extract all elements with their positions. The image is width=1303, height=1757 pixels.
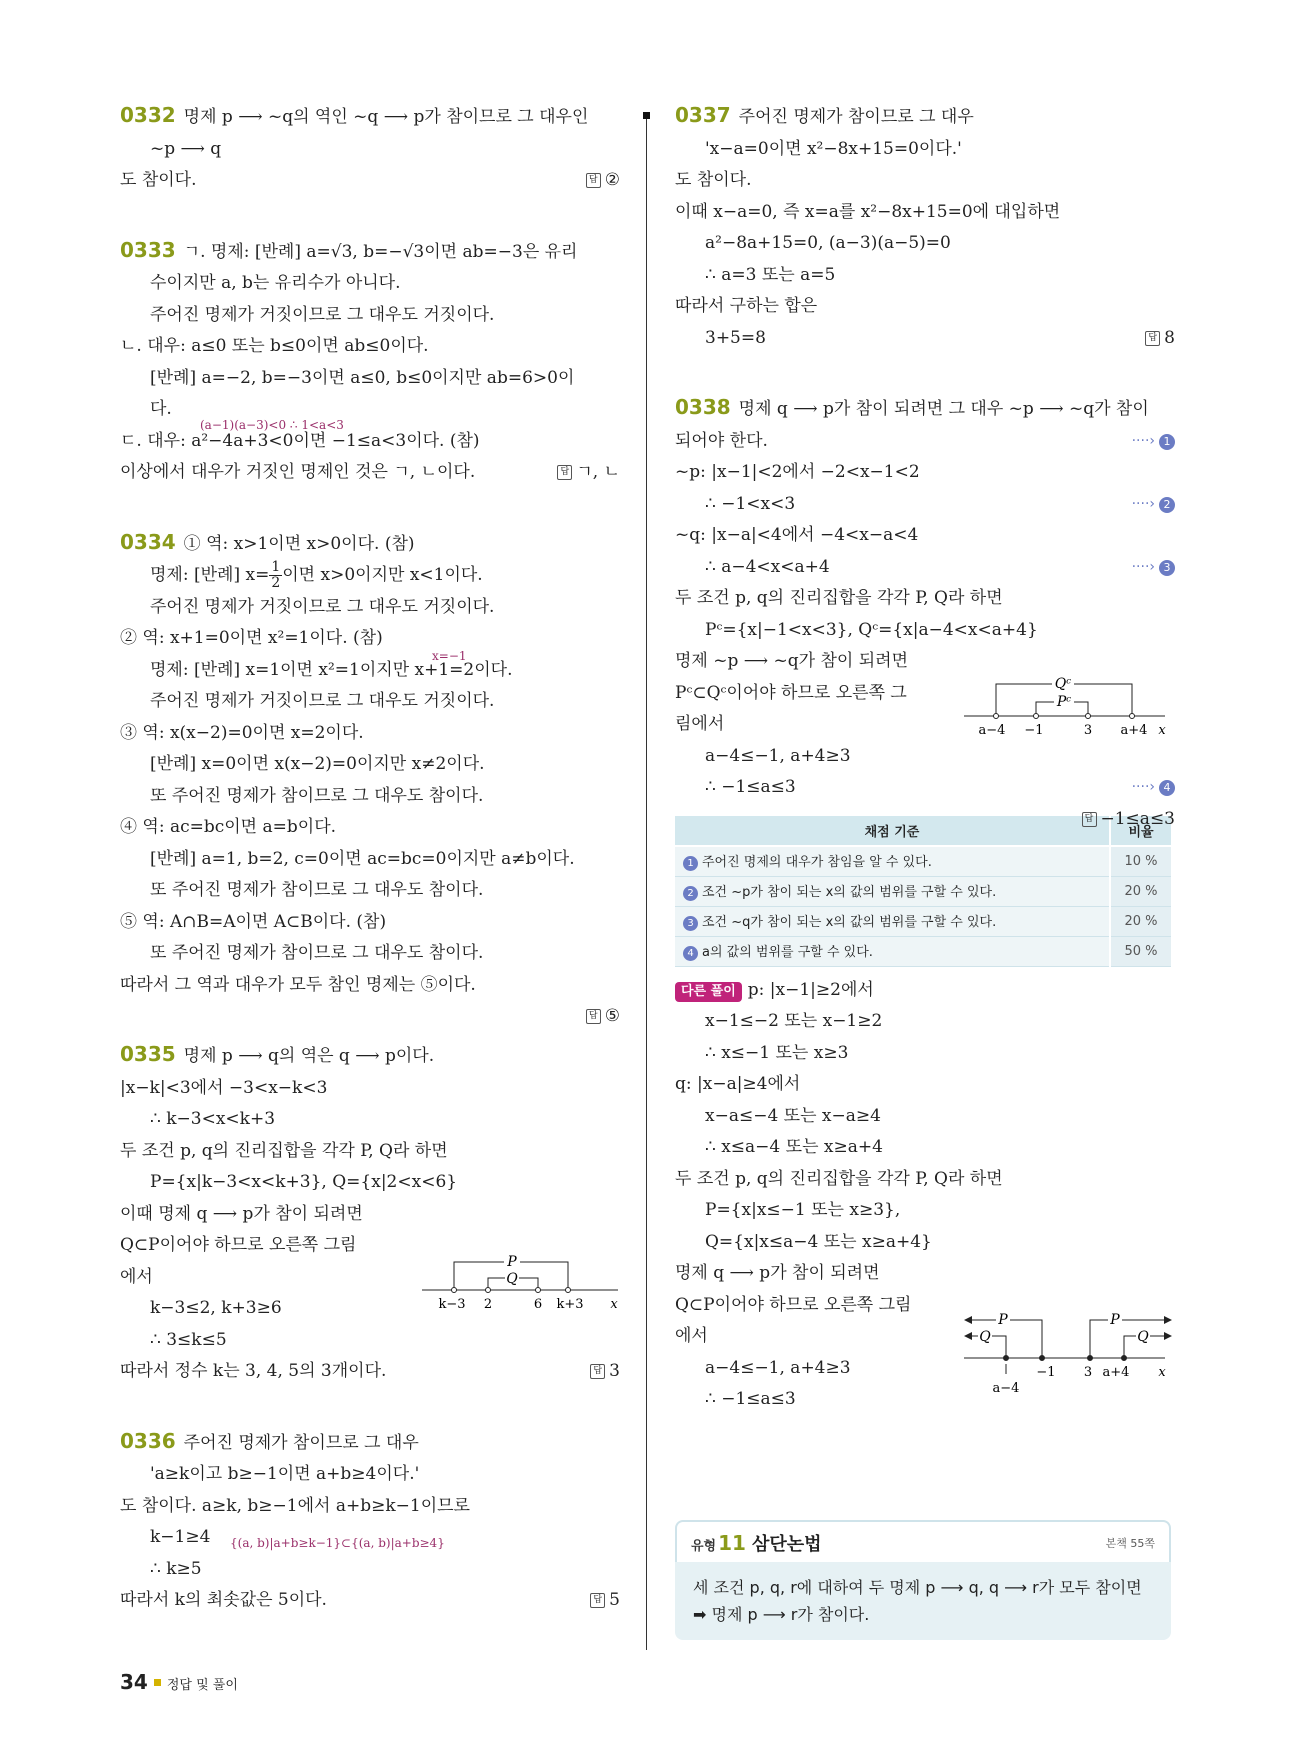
problem-number: 0338 [675,395,731,419]
line-text: k−1≥4 [150,1527,211,1547]
ratio-header: 비율 [1110,816,1171,846]
text-line [675,741,1175,773]
label-inner: Q [506,1271,518,1287]
type-tag: 유형 11 [691,1531,746,1555]
answer-value: ② [604,170,620,190]
line-text: ∴ x≤a−4 또는 x≥a+4 [705,1137,883,1157]
text-line [675,1195,1175,1227]
text-line [675,1069,1175,1101]
line-text: ∴ a−4<x<a+4 [705,556,830,577]
text-line [675,489,1175,521]
line-text: ③ 역: x(x−2)=0이면 x=2이다. [120,722,364,743]
criteria-cell [675,906,1110,936]
line-text: k−3≤2, k+3≥6 [150,1298,282,1318]
text-line [675,197,1175,229]
text-line [120,134,620,166]
line-text: 따라서 그 역과 대우가 모두 참인 명제는 ⑤이다. [120,974,476,995]
answer-mark [586,1001,620,1033]
line-text: 명제 q ⟶ p가 참이 되려면 그 대우 ~p ⟶ ~q가 참이 [738,399,1149,419]
text-line [120,1136,620,1168]
diagram-0335 [418,1248,628,1316]
line-text: 다. [150,399,172,419]
line-text: 이때 x−a=0, 즉 x=a를 x²−8x+15=0에 대입하면 [675,201,1061,222]
ratio-cell: 10 % [1110,846,1171,877]
line-text: 에서 [120,1266,153,1287]
ratio-cell: 50 % [1110,936,1171,966]
answer-mark [590,1585,620,1617]
line-text: 'a≥k이고 b≥−1이면 a+b≥4이다.' [150,1464,420,1484]
text-line [120,165,620,197]
step-number-icon: 3 [683,916,698,931]
answer-icon: 답 [586,1009,601,1024]
ratio-cell: 20 % [1110,906,1171,936]
criteria-cell [675,846,1110,877]
label-q-left: Q [979,1329,991,1345]
criteria-text: 조건 ~q가 참이 되는 x의 값의 범위를 구할 수 있다. [702,915,997,930]
section-gap [675,354,1175,392]
answer-mark [590,1356,620,1388]
text-line [120,781,620,813]
text-line [120,331,620,363]
text-line [120,1554,620,1586]
tick-0: a−4 [978,723,1006,738]
line-text: x−a≤−4 또는 x−a≥4 [705,1105,881,1126]
text-line [120,1073,620,1105]
type-reference: 본책 55쪽 [1105,1537,1155,1550]
line-text: ∴ a=3 또는 a=5 [705,264,836,285]
text-line [120,686,620,718]
line-text: Q⊂P이어야 하므로 오른쪽 그림 [120,1235,357,1255]
line-text: x−1≤−2 또는 x−1≥2 [705,1011,883,1031]
annotation-note: {(a, b)|a+b≥k−1}⊂{(a, b)|a+b≥4} [230,1536,445,1550]
text-line [120,749,620,781]
answer-value: ㄱ, ㄴ [576,462,620,482]
line-text: 이상에서 대우가 거짓인 명제인 것은 ㄱ, ㄴ이다. [120,462,476,482]
diagram-alt [960,1306,1175,1396]
alternative-badge: 다른 풀이 [675,982,742,1002]
tick-below: a−4 [992,1381,1020,1396]
text-line [675,457,1175,489]
line-text: 두 조건 p, q의 진리집합을 각각 P, Q라 하면 [675,1168,1003,1189]
line-text: 명제 p ⟶ q의 역은 q ⟶ p이다. [183,1046,435,1066]
line-text: 두 조건 p, q의 진리집합을 각각 P, Q라 하면 [120,1140,448,1161]
criteria-cell [675,936,1110,966]
axis-x: x [610,1297,618,1312]
line-text: 따라서 구하는 합은 [675,296,818,316]
text-line [675,552,1175,584]
line-text: 명제 q ⟶ p가 참이 되려면 [675,1263,880,1283]
line-text: 도 참이다. a≥k, b≥−1에서 a+b≥k−1이므로 [120,1495,470,1516]
answer-value: ⑤ [604,1006,620,1026]
text-line [120,1356,620,1388]
text-line [675,615,1175,647]
answer-icon: 답 [1145,331,1160,346]
step-number-icon: 1 [1159,434,1175,450]
answer-value: −1≤a≤3 [1100,808,1175,829]
type-line-1: 세 조건 p, q, r에 대하여 두 명제 p ⟶ q, q ⟶ r가 모두 참이면 [693,1578,1142,1597]
criteria-text: 주어진 명제의 대우가 참임을 알 수 있다. [702,855,932,870]
tick-0: −1 [1036,1365,1056,1380]
line-text: ~p: |x−1|<2에서 −2<x−1<2 [675,462,920,482]
text-line [675,1227,1175,1259]
problem-0337 [675,100,1175,134]
footer-square-icon [154,1679,161,1686]
answer-value: 8 [1164,327,1175,348]
step-number-icon: 2 [683,886,698,901]
answer-mark [586,165,620,197]
problem-0332 [120,100,620,134]
line-text: ~q: |x−a|<4에서 −4<x−a<4 [675,525,919,545]
line-text: ~p ⟶ q [150,138,222,159]
text-line [120,300,620,332]
answer-value: 3 [609,1361,620,1381]
line-text: ② 역: x+1=0이면 x²=1이다. (참) [120,628,383,648]
column-divider [646,115,647,1650]
problem-0338 [675,392,1175,426]
line-text: 두 조건 p, q의 진리집합을 각각 P, Q라 하면 [675,588,1003,608]
tick-2: a+4 [1102,1365,1130,1380]
divider-marker [643,112,650,119]
step-number-icon: 1 [683,856,698,871]
tick-3: a+4 [1120,723,1148,738]
line-text: 명제 p ⟶ ~q의 역인 ~q ⟶ p가 참이므로 그 대우인 [183,107,589,127]
answer-mark [557,457,620,489]
answer-icon: 답 [590,1364,605,1379]
label-outer: Qᶜ [1054,676,1072,692]
answer-icon: 답 [557,465,572,480]
line-text: 따라서 k의 최솟값은 5이다. [120,1590,327,1610]
line-text: ∴ −1≤a≤3 [705,777,796,797]
section-gap [120,1001,620,1039]
type-line-2: ➡ 명제 p ⟶ r가 참이다. [693,1605,870,1624]
line-text: 주어진 명제가 참이므로 그 대우 [738,107,974,127]
line-text: Q⊂P이어야 하므로 오른쪽 그림 [675,1294,912,1315]
line-text: 되어야 한다. [675,430,768,451]
fraction-denominator: 2 [271,575,281,591]
text-line [120,938,620,970]
criteria-text: a의 값의 범위를 구할 수 있다. [702,945,873,960]
line-text: 명제: [반례] x= [150,565,270,585]
line-text: ∴ −1<x<3 [705,493,796,514]
tick-1: 3 [1083,1365,1093,1380]
line-text: ∴ x≤−1 또는 x≥3 [705,1042,849,1063]
text-line [120,844,620,876]
label-outer: P [507,1254,517,1270]
line-text: 주어진 명제가 거짓이므로 그 대우도 거짓이다. [150,596,495,617]
line-text: ⑤ 역: A∩B=A이면 A⊂B이다. (참) [120,911,387,932]
line-text: ㄱ. 명제: [반례] a=√3, b=−√3이면 ab=−3은 유리 [183,241,578,262]
line-text: q: |x−a|≥4에서 [675,1074,801,1094]
problem-number: 0333 [120,237,176,262]
table-row [675,906,1171,936]
tick-2: 3 [1083,723,1093,738]
line-text-after: 이면 x>0이지만 x<1이다. [282,565,483,585]
text-line [120,812,620,844]
line-text: 림에서 [675,714,725,734]
label-inner: Pᶜ [1056,694,1072,710]
text-line [675,228,1175,260]
text-line [120,907,620,939]
text-line [675,1258,1175,1290]
tick-3: k+3 [556,1297,584,1312]
line-text: Q={x|x≤a−4 또는 x≥a+4} [705,1231,932,1252]
text-line [120,560,620,592]
text-line [120,1325,620,1357]
problem-number: 0332 [120,103,176,127]
text-line [675,426,1175,458]
step-number-icon: 2 [1159,497,1175,513]
line-text: ④ 역: ac=bc이면 a=b이다. [120,817,337,837]
table-row [675,876,1171,906]
line-text: 주어진 명제가 거짓이므로 그 대우도 거짓이다. [150,691,495,711]
diagram-0338 [960,668,1175,740]
text-line [120,1167,620,1199]
line-text: 수이지만 a, b는 유리수가 아니다. [150,273,401,293]
tick-1: −1 [1024,723,1044,738]
answer-mark [1145,323,1175,355]
line-text: ㄷ. 대우: a²−4a+3<0이면 −1≤a<3이다. (참) [120,430,480,451]
text-line [675,583,1175,615]
text-line [675,1101,1175,1133]
line-text: [반례] x=0이면 x(x−2)=0이지만 x≠2이다. [150,754,485,774]
type-title: 삼단논법 [752,1534,822,1555]
line-text: ∴ −1≤a≤3 [705,1389,796,1409]
text-line [675,772,1175,804]
type-box-body [675,1562,1171,1640]
criteria-cell [675,876,1110,906]
type-box [675,1520,1171,1650]
line-text: Pᶜ={x|−1<x<3}, Qᶜ={x|a−4<x<a+4} [705,619,1038,640]
text-line [120,1104,620,1136]
step-number-icon: 4 [1159,780,1175,796]
line-text: 'x−a=0이면 x²−8x+15=0이다.' [705,138,962,159]
problem-0333 [120,235,620,269]
page-number: 34 [120,1670,148,1694]
answer-icon: 답 [1082,812,1097,827]
problem-number: 0336 [120,1428,176,1453]
left-column [120,100,620,1617]
text-line [120,363,620,395]
line-text: |x−k|<3에서 −3<x−k<3 [120,1077,328,1098]
ratio-cell: 20 % [1110,876,1171,906]
line-text: 이때 명제 q ⟶ p가 참이 되려면 [120,1203,363,1224]
section-gap [120,197,620,235]
tick-1: 2 [483,1297,493,1312]
problem-0335 [120,1039,620,1073]
line-text: a²−8a+15=0, (a−3)(a−5)=0 [705,233,951,253]
line-text: 주어진 명제가 거짓이므로 그 대우도 거짓이다. [150,304,495,325]
text-line [120,1199,620,1231]
text-line [120,1491,620,1523]
line-text: 또 주어진 명제가 참이므로 그 대우도 참이다. [150,880,484,900]
line-text: 명제 ~p ⟶ ~q가 참이 되려면 [675,651,909,671]
line-text: 또 주어진 명제가 참이므로 그 대우도 참이다. [150,943,484,963]
text-line [675,1164,1175,1196]
line-text: P={x|x≤−1 또는 x≥3}, [705,1200,901,1220]
annotation-note: x=−1 [432,649,467,663]
text-line [675,1132,1175,1164]
text-line [675,291,1175,323]
problem-number: 0335 [120,1042,176,1066]
text-line [675,165,1175,197]
type-number: 11 [718,1531,746,1555]
line-text: 도 참이다. [120,170,197,190]
answer-icon: 답 [590,1593,605,1608]
step-number-icon: 3 [1159,560,1175,576]
step-marker: ····› 3 [1132,552,1175,584]
text-line [120,875,620,907]
problem-0334 [120,527,620,561]
text-line [120,718,620,750]
answer-mark [1082,804,1176,836]
line-text: 3+5=8 [705,327,766,348]
line-text: P={x|k−3<x<k+3}, Q={x|2<x<6} [150,1172,458,1192]
line-text: 명제: [반례] x=1이면 x²=1이지만 x+1=2이다. [150,659,513,680]
text-line [675,323,1175,355]
line-text: 도 참이다. [675,170,752,190]
line-text: ∴ k≥5 [150,1558,202,1579]
text-line [120,970,620,1002]
line-text: 따라서 정수 k는 3, 4, 5의 3개이다. [120,1361,387,1381]
line-text: a−4≤−1, a+4≥3 [705,1357,851,1378]
label-p-left: P [998,1312,1008,1328]
line-text: p: |x−1|≥2에서 [747,979,874,1000]
table-row [675,936,1171,966]
criteria-text: 조건 ~p가 참이 되는 x의 값의 범위를 구할 수 있다. [702,885,997,900]
right-column [675,100,1175,1416]
label-q-right: Q [1137,1329,1149,1345]
scoring-criteria-table [675,816,1171,967]
text-line [120,1522,620,1554]
section-gap [120,1388,620,1426]
line-text: ∴ 3≤k≤5 [150,1329,227,1350]
step-number-icon: 4 [683,946,698,961]
text-line [120,268,620,300]
text-line [120,623,620,663]
section-gap [120,489,620,527]
line-text: ㄴ. 대우: a≤0 또는 b≤0이면 ab≤0이다. [120,336,429,356]
line-text: Pᶜ⊂Qᶜ이어야 하므로 오른쪽 그 [675,682,907,703]
text-line [120,457,620,489]
text-line [675,975,1175,1007]
text-line [675,134,1175,166]
line-text: [반례] a=−2, b=−3이면 a≤0, b≤0이지만 ab=6>0이 [150,367,575,388]
line-text: [반례] a=1, b=2, c=0이면 ac=bc=0이지만 a≠b이다. [150,848,575,869]
text-line [120,1585,620,1617]
text-line [675,1006,1175,1038]
page-footer [120,1670,238,1694]
table-row [675,846,1171,877]
answer-icon: 답 [586,173,601,188]
line-text: 주어진 명제가 참이므로 그 대우 [183,1432,419,1453]
problem-number: 0334 [120,529,176,554]
tick-0: k−3 [438,1297,466,1312]
text-line [675,260,1175,292]
axis-x: x [1158,723,1166,738]
text-line [120,394,620,432]
line-text: ∴ k−3<x<k+3 [150,1109,276,1129]
type-box-header [675,1520,1171,1562]
problem-0336 [120,1426,620,1460]
axis-x: x [1158,1365,1166,1380]
line-text: 또 주어진 명제가 참이므로 그 대우도 참이다. [150,785,484,806]
annotation-note: (a−1)(a−3)<0 ∴ 1<a<3 [200,418,344,432]
text-line [120,1459,620,1491]
text-line [120,426,620,458]
step-marker: ····› 1 [1132,426,1175,458]
problem-number: 0337 [675,103,731,127]
criteria-header: 채점 기준 [675,816,1110,846]
tick-2: 6 [533,1297,543,1312]
line-text: a−4≤−1, a+4≥3 [705,745,851,766]
step-marker: ····› 4 [1132,772,1175,804]
fraction-numerator: 1 [271,559,281,575]
footer-label: 정답 및 풀이 [166,1678,238,1693]
text-line [120,655,620,687]
text-line [675,520,1175,552]
text-line [675,1038,1175,1070]
step-marker: ····› 2 [1132,489,1175,521]
label-p-right: P [1110,1312,1120,1328]
answer-value: 5 [609,1590,620,1610]
line-text: ① 역: x>1이면 x>0이다. (참) [183,533,415,554]
fraction [269,560,282,591]
text-line [120,592,620,624]
line-text: 에서 [675,1326,708,1346]
